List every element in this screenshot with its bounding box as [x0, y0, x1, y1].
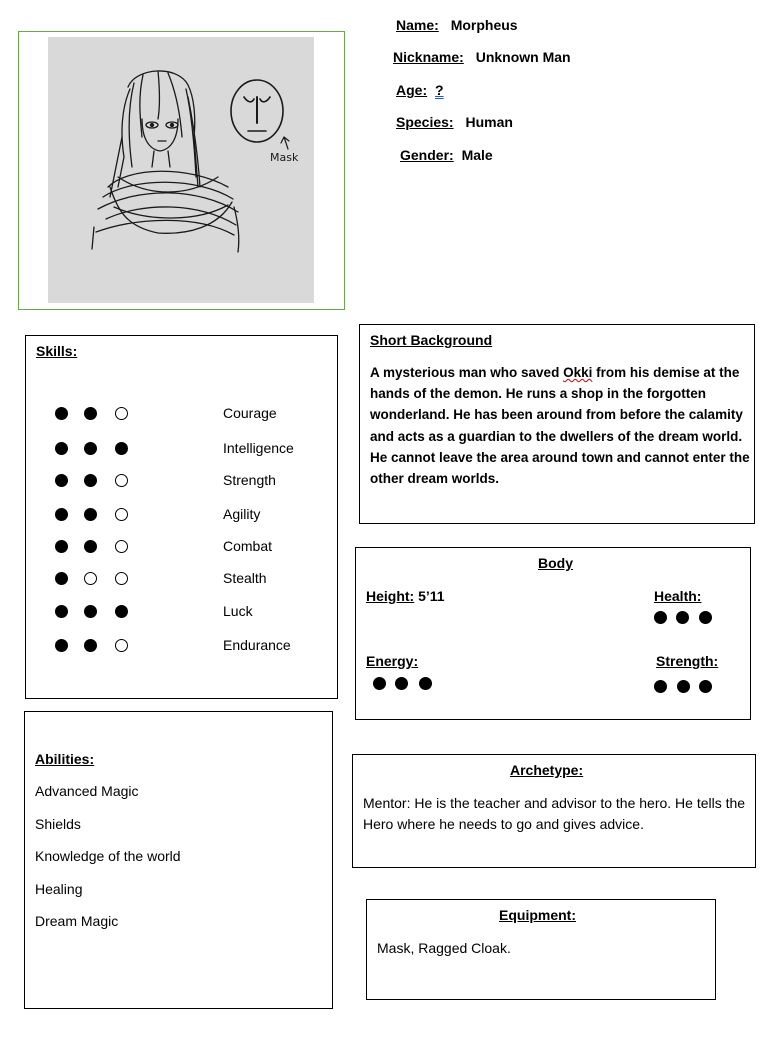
health-dot	[654, 611, 667, 624]
name-row	[396, 17, 518, 33]
background-title: Short Background	[370, 332, 493, 348]
skills-box	[25, 335, 338, 699]
strength-dot	[677, 680, 690, 693]
archetype-text: Mentor: He is the teacher and advisor to the hero. He tells the Hero where he needs to go and gives advice.	[363, 795, 746, 832]
name-label: Name:	[396, 17, 439, 33]
skill-label: Strength	[223, 472, 276, 488]
skill-label: Luck	[223, 603, 253, 619]
gender-row	[400, 147, 493, 163]
age-value: ?	[435, 82, 444, 98]
strength-dot	[654, 680, 667, 693]
skill-label: Stealth	[223, 570, 267, 586]
filled-rating-dot	[115, 442, 128, 455]
empty-rating-dot	[84, 572, 97, 585]
sketch-drawing	[48, 37, 314, 303]
ability-item: Knowledge of the world	[35, 848, 181, 864]
filled-rating-dot	[84, 639, 97, 652]
energy-dot	[395, 677, 408, 690]
empty-rating-dot	[115, 639, 128, 652]
nickname-row	[393, 49, 571, 65]
ability-item: Healing	[35, 881, 83, 897]
body-title: Body	[538, 555, 573, 571]
energy-label: Energy:	[366, 653, 419, 669]
filled-rating-dot	[84, 540, 97, 553]
nickname-value: Unknown Man	[475, 49, 571, 65]
health-dot	[676, 611, 689, 624]
filled-rating-dot	[84, 442, 97, 455]
archetype-title: Archetype:	[510, 762, 584, 778]
health-dot	[699, 611, 712, 624]
equipment-title: Equipment:	[499, 907, 576, 923]
empty-rating-dot	[115, 474, 128, 487]
skill-label: Endurance	[223, 637, 291, 653]
gender-label: Gender:	[400, 147, 454, 163]
filled-rating-dot	[55, 605, 68, 618]
height-row	[366, 588, 445, 604]
body-box	[355, 547, 751, 720]
filled-rating-dot	[55, 540, 68, 553]
energy-dot	[373, 677, 386, 690]
species-value: Human	[465, 114, 513, 130]
filled-rating-dot	[84, 474, 97, 487]
background-text	[370, 362, 750, 489]
species-label: Species:	[396, 114, 454, 130]
equipment-text: Mask, Ragged Cloak.	[377, 940, 511, 956]
health-label: Health:	[654, 588, 702, 604]
filled-rating-dot	[55, 508, 68, 521]
skill-label: Combat	[223, 538, 273, 554]
skill-label: Intelligence	[223, 440, 294, 456]
filled-rating-dot	[84, 508, 97, 521]
gender-value: Male	[461, 147, 493, 163]
mask-caption: Mask	[270, 151, 299, 164]
filled-rating-dot	[55, 407, 68, 420]
height-label: Height:	[366, 588, 415, 604]
skill-label: Agility	[223, 506, 261, 522]
skill-label: Courage	[223, 405, 277, 421]
empty-rating-dot	[115, 508, 128, 521]
strength-dot	[699, 680, 712, 693]
filled-rating-dot	[55, 639, 68, 652]
filled-rating-dot	[55, 442, 68, 455]
empty-rating-dot	[115, 540, 128, 553]
background-text-end: from his demise at the hands of the demon. He runs a shop in the forgotten wonderland. He has been around from before the calamity and acts as a guardian to the dwellers of the dream world. He cannot leave the area around town and cannot enter the other dream worlds.	[370, 365, 750, 487]
filled-rating-dot	[84, 407, 97, 420]
species-row	[396, 114, 513, 130]
strength-label: Strength:	[656, 653, 719, 669]
nickname-label: Nickname:	[393, 49, 464, 65]
filled-rating-dot	[55, 572, 68, 585]
energy-dot	[419, 677, 432, 690]
name-value: Morpheus	[450, 17, 518, 33]
height-value: 5’11	[418, 588, 445, 604]
abilities-title: Abilities:	[35, 751, 95, 767]
filled-rating-dot	[115, 605, 128, 618]
ability-item: Dream Magic	[35, 913, 119, 929]
empty-rating-dot	[115, 572, 128, 585]
filled-rating-dot	[84, 605, 97, 618]
age-label: Age:	[396, 82, 428, 98]
age-row	[396, 82, 444, 98]
ability-item: Advanced Magic	[35, 783, 139, 799]
background-text-flagged: Okki	[563, 365, 593, 380]
ability-item: Shields	[35, 816, 81, 832]
background-text-start: A mysterious man who saved	[370, 365, 564, 380]
character-sketch	[48, 37, 314, 303]
empty-rating-dot	[115, 407, 128, 420]
skills-title: Skills:	[36, 343, 78, 359]
filled-rating-dot	[55, 474, 68, 487]
